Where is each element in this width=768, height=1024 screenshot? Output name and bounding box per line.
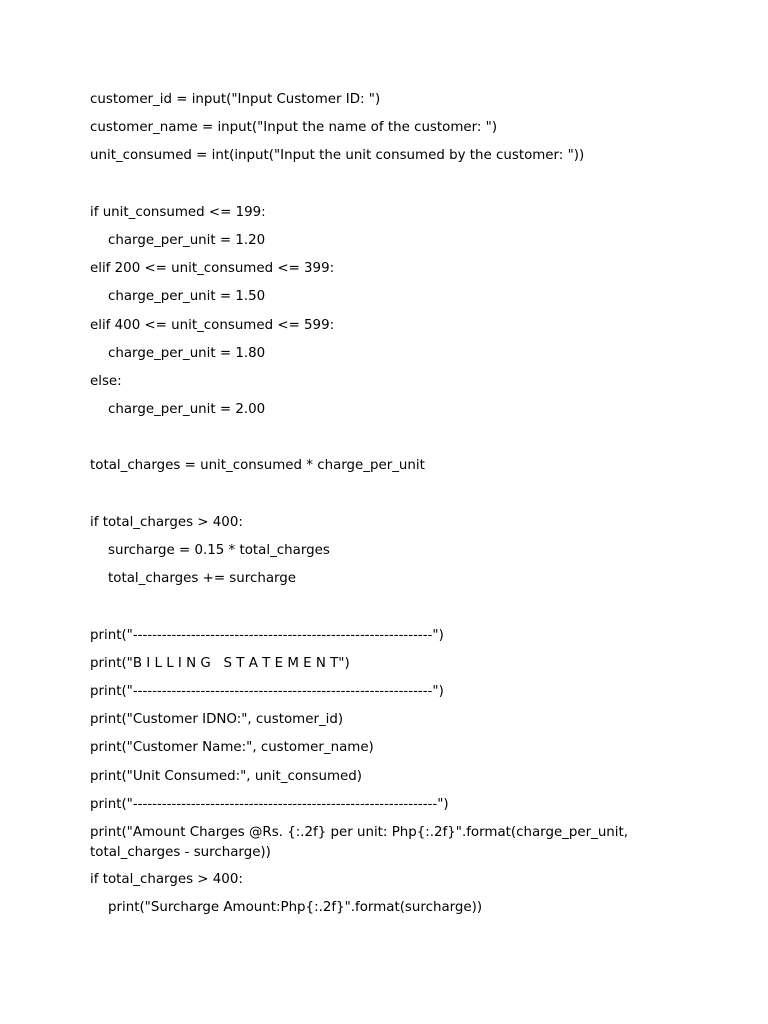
code-line: charge_per_unit = 1.80	[108, 345, 266, 361]
code-line: print("--------------------------------------------------------------")	[90, 627, 444, 643]
code-line: charge_per_unit = 1.20	[108, 232, 266, 248]
code-line: print("Customer Name:", customer_name)	[90, 740, 374, 756]
code-line: unit_consumed = int(input("Input the unit consumed by the customer: "))	[90, 148, 585, 164]
code-line: total_charges += surcharge	[108, 571, 297, 587]
code-line: if total_charges > 400:	[90, 514, 243, 530]
code-listing	[90, 90, 690, 926]
blank-line	[90, 485, 690, 505]
code-line: print("--------------------------------------------------------------")	[90, 683, 444, 699]
blank-line	[90, 597, 690, 617]
code-line: charge_per_unit = 2.00	[108, 402, 266, 418]
code-line: surcharge = 0.15 * total_charges	[108, 543, 330, 558]
blank-line	[90, 175, 690, 195]
code-line: if unit_consumed <= 199:	[90, 204, 266, 220]
code-line: customer_id = input("Input Customer ID: ")	[90, 92, 381, 107]
code-line: elif 400 <= unit_consumed <= 599:	[90, 317, 335, 333]
code-line: customer_name = input("Input the name of the customer: ")	[90, 120, 498, 136]
code-line: print("Unit Consumed:", unit_consumed)	[90, 768, 362, 784]
code-line: else:	[90, 373, 122, 389]
code-line: total_charges = unit_consumed * charge_per_unit	[90, 458, 425, 474]
code-line: print("---------------------------------------------------------------")	[90, 796, 449, 812]
code-line: print("B I L L I N G S T A T E M E N T")	[90, 655, 350, 671]
code-line: if total_charges > 400:	[90, 871, 243, 887]
code-line: elif 200 <= unit_consumed <= 399:	[90, 261, 335, 277]
code-line: print("Amount Charges @Rs. {:.2f} per unit: Php{:.2f}".format(charge_per_unit, total_charges - surcharge))	[90, 824, 633, 860]
code-line: print("Surcharge Amount:Php{:.2f}".format(surcharge))	[108, 900, 483, 916]
code-line: charge_per_unit = 1.50	[108, 289, 266, 305]
code-line: print("Customer IDNO:", customer_id)	[90, 712, 344, 728]
blank-line	[90, 428, 690, 448]
